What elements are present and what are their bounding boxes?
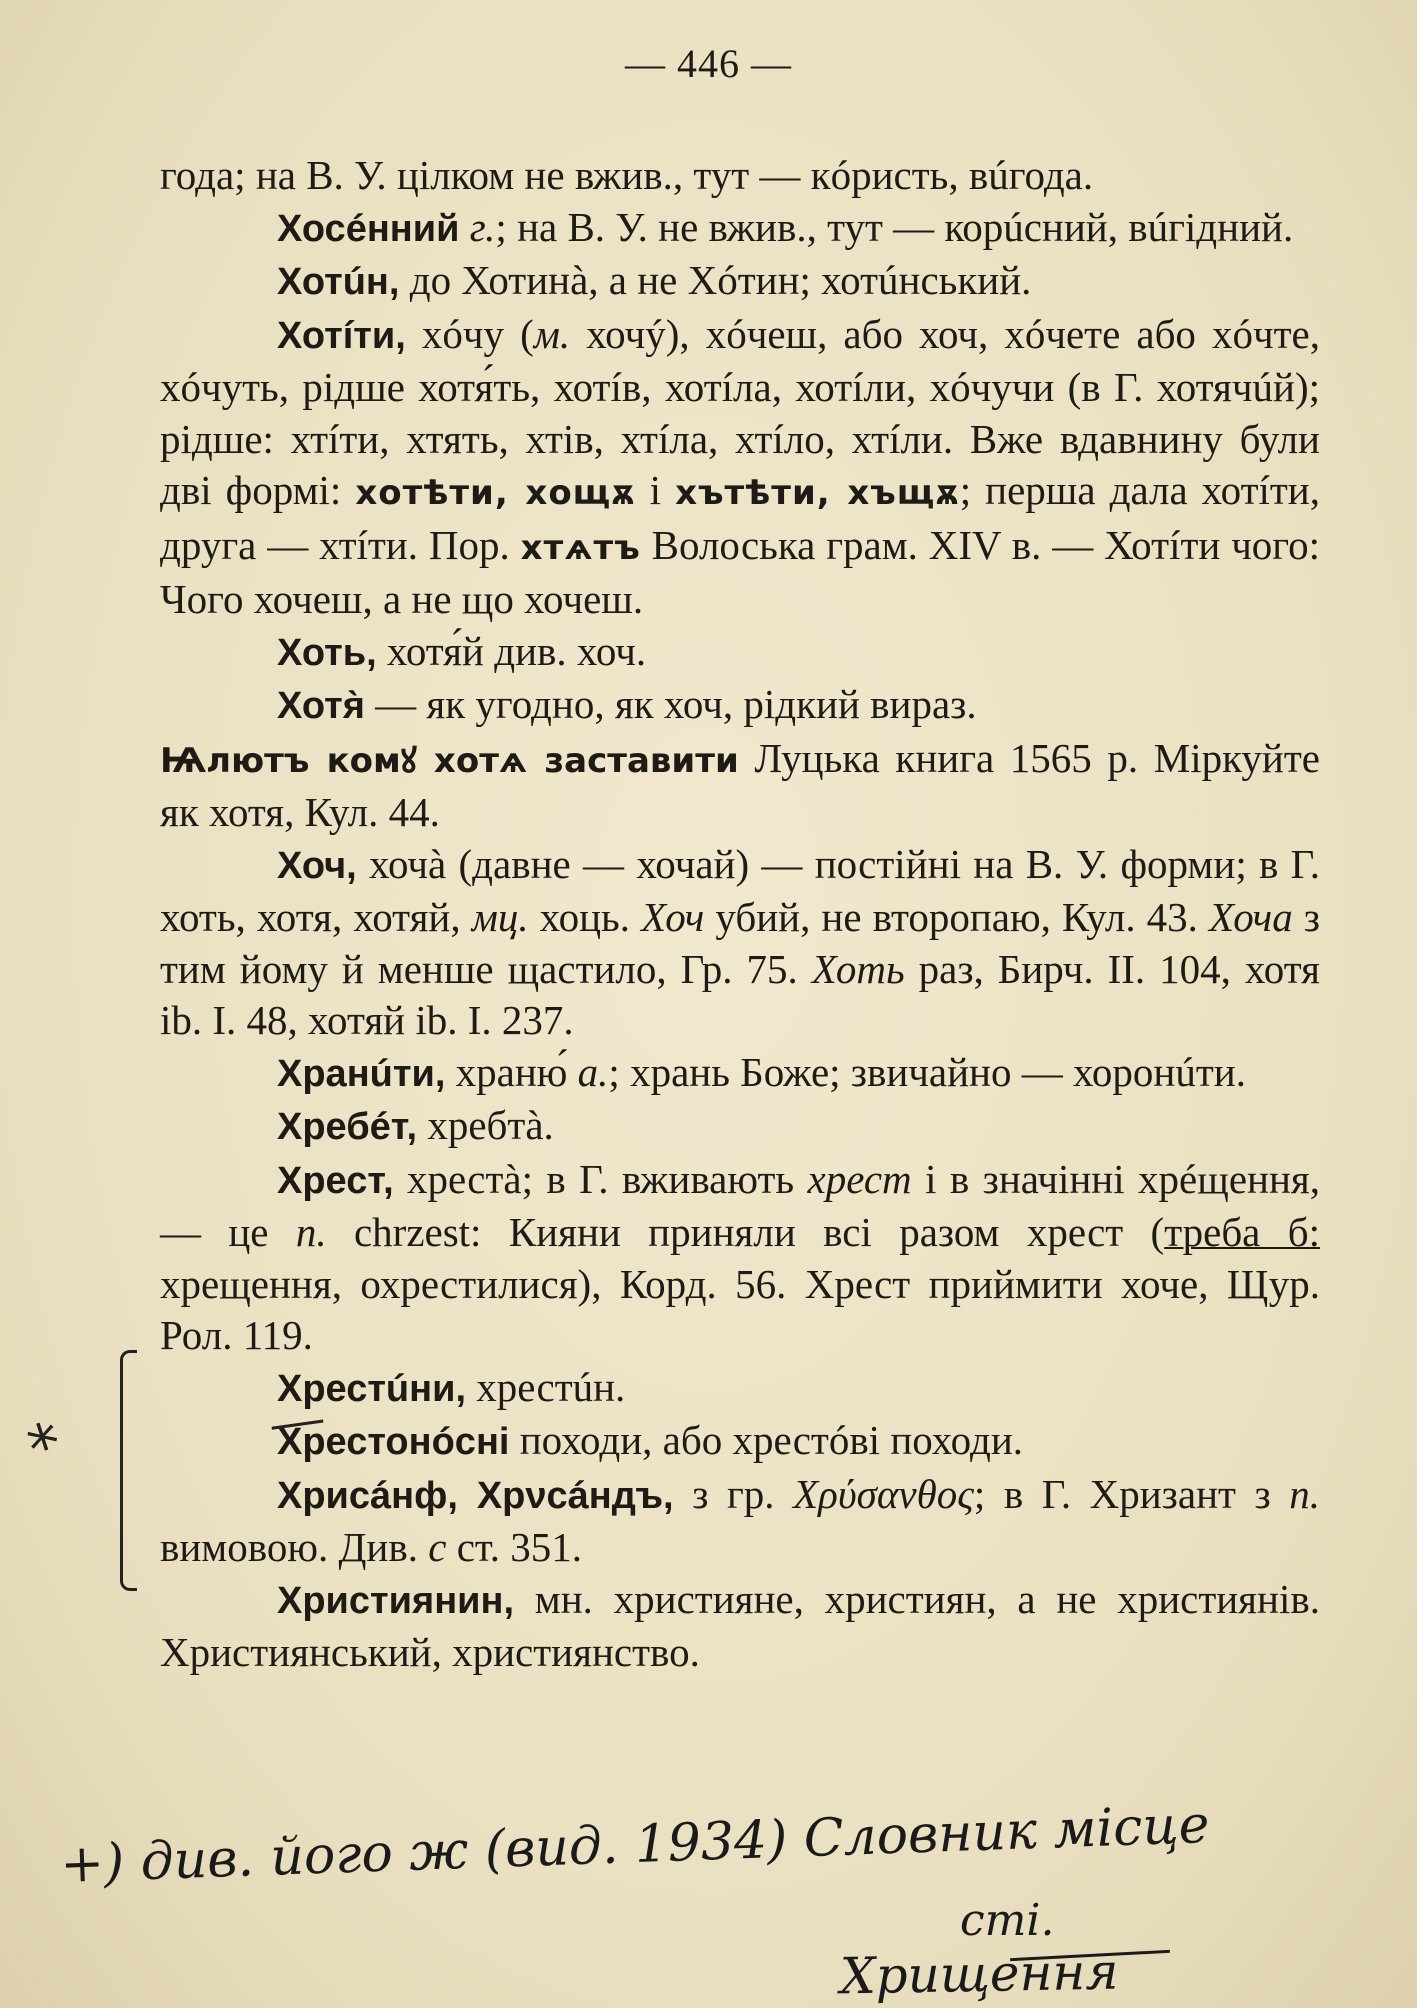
headword: Хоч,	[277, 844, 357, 887]
headword: Хрестонóсні	[277, 1421, 510, 1463]
entry-khrest: Хрест, хрестà; в Г. вживають хрест і в значінні хрéщення, — це п. chrzest: Кияни приняли всі разом хрест (треба б: хрещення, охрестилися), Корд. 56. Хрест приймити хоче, Щур. Рол. 119.	[160, 1155, 1321, 1358]
headword: Хотя̀	[277, 685, 365, 727]
handwritten-note-line-3: Хрищення	[839, 1942, 1119, 2006]
entry-khoch: Хоч, хочà (давне — хочай) — постійні на В. У. форми; в Г. хоть, хотя, хотяй, мц. хоць. Хоч убий, не второпаю, Кул. 43. Хоча з тим йому й менше щастило, Гр. 75. Хоть раз, Бирч. II. 104, хотя ib. I. 48, хотяй ib. I. 237.	[160, 840, 1320, 1043]
entry-khotity: Хотíти, хóчу (м. хочý), хóчеш, або хоч, хóчете або хóчте, хóчуть, рідше хотя́ть, хотíв, хотíла, хотíли, хóчучи (в Г. хотячúй); рідше: хтíти, хтять, хтів, хтíла, хтíло, хтíли. Вже вдавнину були дві формі: хотѣти, хощѫ і хътѣти, хъщѫ; перша дала хотíти, друга — хтíти. Пор. хтѧтъ Волоська грам. XIV в. — Хотíти чого: Чого хочеш, а не що хочеш.	[160, 310, 1320, 622]
headword: Хрисáнф, Хрνсáндъ,	[277, 1474, 674, 1517]
dictionary-text	[160, 150, 1320, 1679]
handwritten-note-line-2: сті.	[960, 1895, 1055, 1946]
old-slavonic-form: хотѣти, хощѫ	[355, 473, 636, 513]
headword: Хребéт,	[277, 1106, 418, 1148]
headword: Хосéнний	[277, 207, 460, 250]
entry-continuation: года; на В. У. цілком не вжив., тут — кóристь, вúгода.	[160, 152, 1094, 198]
old-slavonic-quote: Ѩлютъ комꙋ хотѧ заставити	[160, 740, 739, 781]
headword: Хотíти,	[277, 314, 406, 357]
underlined-phrase: треба б:	[1164, 1209, 1320, 1255]
headword: Християнин,	[277, 1579, 515, 1622]
margin-asterisk-mark: *	[19, 1406, 72, 1487]
handwritten-note-line-1: +) див. його ж (вид. 1934) Словник місце	[59, 1794, 1211, 1896]
page-number: — 446 —	[625, 41, 792, 86]
headword: Хрестúни,	[277, 1367, 467, 1410]
margin-bracket	[120, 1350, 137, 1591]
headword: Хранúти,	[277, 1052, 446, 1095]
entry-khrebet: Хребéт, хребтà.	[277, 1102, 554, 1148]
headword: Хоть,	[277, 631, 377, 674]
headword: Хрест,	[277, 1159, 394, 1202]
entry-khotyn: Хотúн, до Хотинà, а не Хóтин; хотúнський.	[277, 257, 1032, 303]
entry-khotia: Хотя̀ — як угодно, як хоч, рідкий вираз.	[277, 681, 977, 727]
entry-khrysanf: Хрисáнф, Хрνсáндъ, з гр. Χρύσανθος; в Г. Хризант з п. вимовою. Див. с ст. 351.	[160, 1470, 1321, 1570]
entry-khrystyianyn: Християнин, мн. християне, християн, а не християнів. Християнський, християнство.	[160, 1575, 1320, 1675]
headword: Хотúн,	[277, 261, 400, 303]
entry-khrestyny: Хрестúни, хрестúн.	[277, 1363, 626, 1410]
entry-khosennyi: Хосéнний г.; на В. У. не вжив., тут — корúсний, вúгідний.	[277, 203, 1294, 250]
entry-khranyty: Хранúти, храню́ а.; хрань Боже; звичайно — хоронúти.	[277, 1048, 1246, 1095]
old-slavonic-form: хътѣти, хъщѫ	[675, 473, 960, 513]
entry-khotia-quote: Ѩлютъ комꙋ хотѧ заставити Луцька книга 1565 р. Міркуйте як хотя, Кул. 44.	[160, 734, 1320, 835]
entry-khot: Хоть, хотя́й див. хоч.	[277, 627, 647, 674]
entry-khrestonosni: Хрестонóсні походи, або хрестóві походи.	[277, 1417, 1024, 1463]
old-slavonic-form: хтѧтъ	[520, 527, 641, 568]
